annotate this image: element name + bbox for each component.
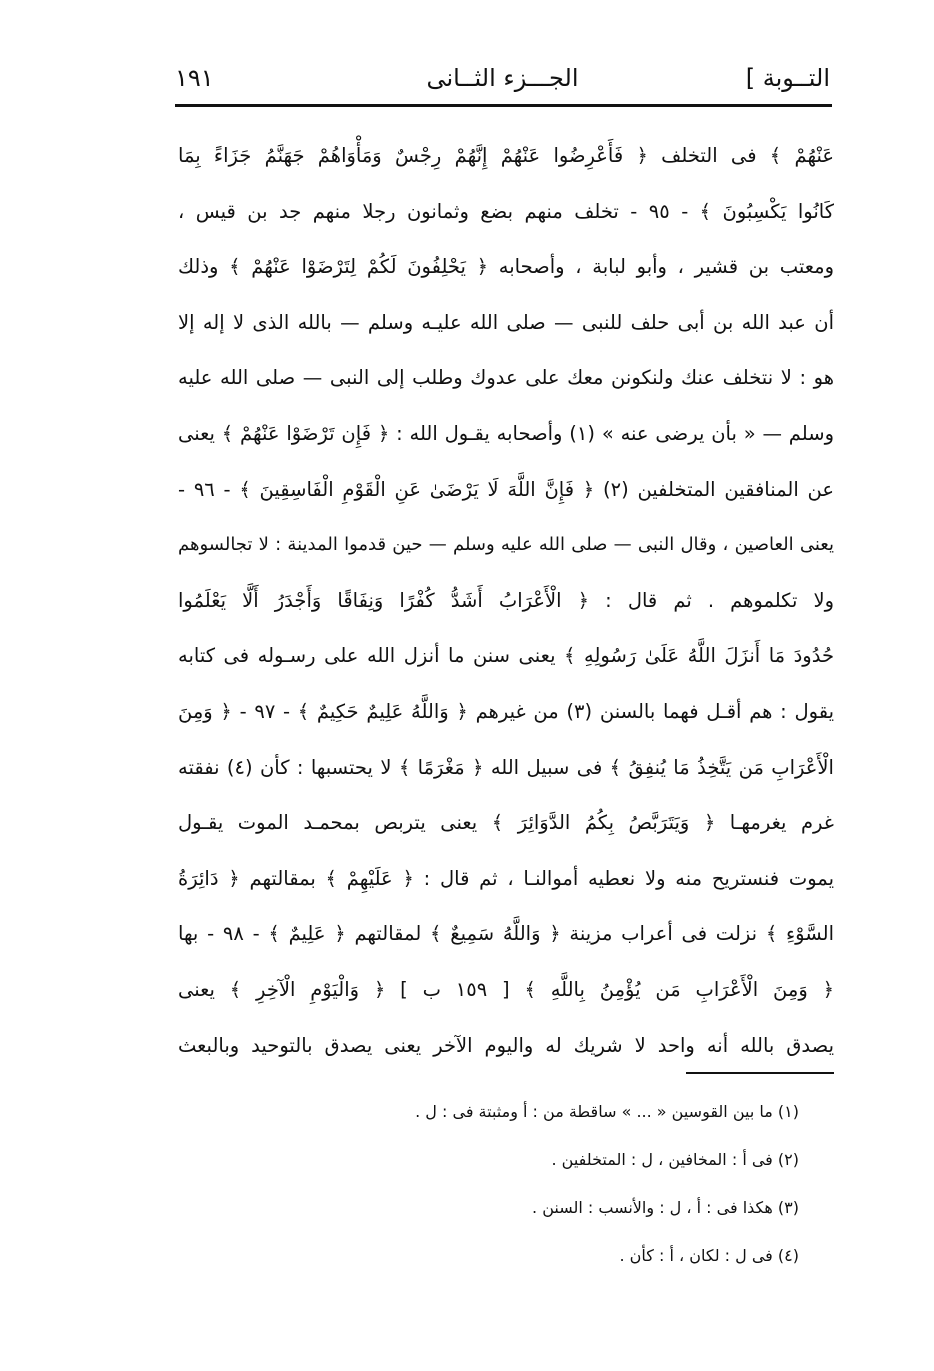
text-line: ومعتب بن قشير ، وأبو لبابة ، وأصحابه ﴿ يَحْلِفُونَ لَكُمْ لِتَرْضَوْا عَنْهُمْ ﴾ وذلك (178, 255, 834, 279)
text-line: عن المنافقين المتخلفين (٢) ﴿ فَإِنَّ اللَّهَ لَا يَرْضَىٰ عَنِ الْقَوْمِ الْفَاسِقِينَ ﴾ - ٩٦ - (178, 477, 834, 501)
text-line: ولا تكلموهم . ثم قال : ﴿ الْأَعْرَابُ أَشَدُّ كُفْرًا وَنِفَاقًا وَأَجْدَرُ أَلَّا يَعْلَمُوا (178, 588, 834, 612)
text-line: يصدق بالله أنه واحد لا شريك له واليوم الآخر يعنى يصدق بالتوحيد وبالبعث (178, 1033, 834, 1057)
text-line: كَانُوا يَكْسِبُونَ ﴾ - ٩٥ - تخلف منهم بضع وثمانون رجلا منهم جد بن قيس ، (178, 199, 834, 223)
part-title: الجـــزء الثــانى (426, 64, 579, 92)
text-line: عَنْهُمْ ﴾ فى التخلف ﴿ فَأَعْرِضُوا عَنْهُمْ إِنَّهُمْ رِجْسٌ وَمَأْوَاهُمْ جَهَنَّمُ جَزَاءً بِمَا (178, 144, 834, 167)
footnote: (٣) هكذا فى : أ ، ل : والأنسب : السنن . (532, 1198, 799, 1217)
header-rule (175, 104, 832, 107)
footnote-rule (686, 1072, 834, 1074)
page-number: ١٩١ (175, 64, 214, 92)
text-line: وسلم — « بأن يرضى عنه » (١) وأصحابه يقـول الله : ﴿ فَإِن تَرْضَوْا عَنْهُمْ ﴾ يعنى (178, 421, 834, 445)
text-line: ﴿ وَمِنَ الْأَعْرَابِ مَن يُؤْمِنُ بِاللَّهِ ﴾ [ ١٥٩ ب ] ﴿ وَالْيَوْمِ الْآخِرِ ﴾ يعنى (178, 977, 834, 1001)
text-line: أن عبد الله بن أبى حلف للنبى — صلى الله عليـه وسلم — بالله الذى لا إله إلا (178, 310, 834, 334)
text-line: يعنى العاصين ، وقال النبى — صلى الله عليه وسلم — حين قدموا المدينة : لا تجالسوهم (178, 534, 834, 556)
text-line: السَّوْءِ ﴾ نزلت فى أعراب مزينة ﴿ وَاللَّهُ سَمِيعٌ ﴾ لمقالتهم ﴿ عَلِيمٌ ﴾ - ٩٨ - بها (178, 922, 834, 946)
footnote: (١) ما بين القوسين « ... » ساقطة من : أ ومثبتة فى : ل . (415, 1102, 799, 1121)
surah-title: التــوبة ] (745, 64, 830, 92)
footnotes (299, 1088, 799, 1280)
text-line: الْأَعْرَابِ مَن يَتَّخِذُ مَا يُنفِقُ ﴾ فى سبيل الله ﴿ مَغْرَمًا ﴾ لا يحتسبها : كأن (٤) نفقته (178, 755, 834, 779)
footnote: (٤) فى ل : لكان ، أ : كأن . (619, 1246, 799, 1265)
text-line: يقول : هم أقـل فهما بالسنن (٣) من غيرهم ﴿ وَاللَّهُ عَلِيمٌ حَكِيمٌ ﴾ - ٩٧ - ﴿ وَمِنَ (178, 699, 834, 723)
text-line: حُدُودَ مَا أَنزَلَ اللَّهُ عَلَىٰ رَسُولِهِ ﴾ يعنى سنن ما أنزل الله على رسـوله فى كتابه (178, 644, 834, 668)
footnote: (٢) فى أ : المخافين ، ل : المتخلفين . (551, 1150, 799, 1169)
text-line: هو : لا نتخلف عنك ولنكونن معك على عدوك وطلب إلى النبى — صلى الله عليه (178, 366, 834, 390)
text-line: غرم يغرمهـا ﴿ وَيَتَرَبَّصُ بِكُمُ الدَّوَائِرَ ﴾ يعنى يتربص بمحمـد الموت يقـول (178, 811, 834, 835)
body-text (178, 128, 834, 1073)
page-header (175, 62, 830, 98)
text-line: يموت فنستريح منه ولا نعطيه أموالنـا ، ثم قال : ﴿ عَلَيْهِمْ ﴾ بمقالتهم ﴿ دَائِرَةُ (178, 866, 834, 890)
